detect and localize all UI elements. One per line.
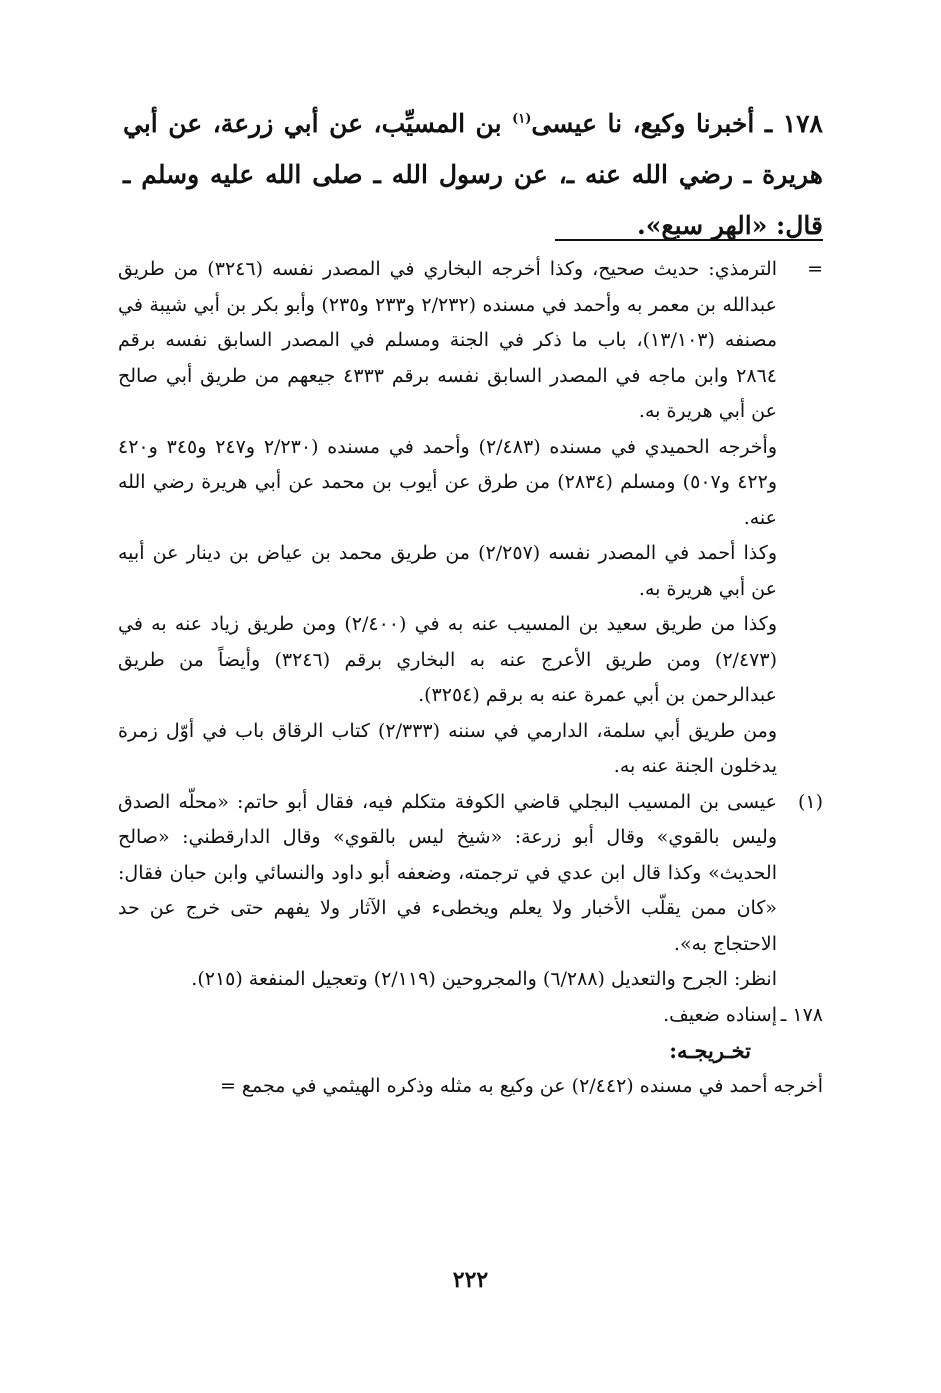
grading-note: [118, 998, 823, 1034]
continuation-marker: =: [807, 258, 823, 280]
footnote-1-marker: (١): [797, 790, 823, 813]
note-paragraph: وكذا أحمد في المصدر نفسه (٢/٢٥٧) من طريق محمد بن عياض بن دينار عن أبيه عن أبي هريرة به.: [118, 542, 777, 600]
note-paragraph: عيسى بن المسيب البجلي قاضي الكوفة متكلم فيه، فقال أبو حاتم: «محلّه الصدق وليس بالقوي» وقال أبو زرعة: «شيخ ليس بالقوي» وقال الدارقطني: «صالح الحديث» وكذا قال ابن عدي في ترجمته، وضعفه أبو داود والنسائي وابن حبان فقال: «كان ممن يقلّب الأخبار ولا يعلم ويخطىء في الآثار ولا يفهم حتى خرج عن حد الاحتجاج به».: [118, 790, 777, 955]
note-paragraph: ومن طريق أبي سلمة، الدارمي في سننه (٢/٣٣٣) كتاب الرقاق باب في أوّل زمرة يدخلون الجنة عنه به.: [118, 719, 777, 777]
footnote-1: [118, 785, 823, 998]
note-paragraph: وأخرجه الحميدي في مسنده (٢/٤٨٣) وأحمد في مسنده (٢/٢٣٠ و٢٤٧ و٣٤٥ و٤٢٠ و٤٢٢ و٥٠٧) ومسلم (٢٨٣٤) من طرق عن أيوب بن محمد عن أبي هريرة رضي الله عنه.: [118, 435, 778, 529]
footnote-divider: [555, 239, 823, 241]
hadith-opening: ١٧٨ ـ أخبرنا وكيع، نا عيسى: [531, 109, 823, 138]
footnote-reference[interactable]: (١): [512, 111, 532, 127]
note-paragraph: انظر: الجرح والتعديل (٦/٢٨٨) والمجروحين (٢/١١٩) وتعجيل المنفعة (٢١٥).: [191, 968, 777, 990]
footnote-1-body: [118, 785, 777, 998]
takhrij-text: أخرجه أحمد في مسنده (٢/٤٤٢) عن وكيع به مثله وذكره الهيثمي في مجمع =: [219, 1074, 823, 1097]
page-number: ٢٢٢: [452, 1267, 489, 1293]
hadith-paragraph: [123, 98, 823, 251]
hadith-text: [123, 98, 823, 251]
grading-text: إسناده ضعيف.: [663, 1003, 777, 1026]
continued-note: [118, 252, 823, 785]
footnotes-section: [118, 252, 823, 1104]
note-paragraph: الترمذي: حديث صحيح، وكذا أخرجه البخاري في المصدر نفسه (٣٢٤٦) من طريق عبدالله بن معمر به وأحمد في مسنده (٢/٢٣٢ و٢٣٣ و٢٣٥) وأبو بكر بن أبي شيبة في مصنفه (١٣/١٠٣)، باب ما ذكر في الجنة ومسلم في المصدر السابق نفسه برقم ٢٨٦٤ وابن ماجه في المصدر السابق نفسه برقم ٤٣٣٣ جيعهم من طريق أبي صالح عن أبي هريرة به.: [118, 258, 777, 422]
continued-note-body: [118, 252, 777, 785]
hadith-continuation: بن المسيِّب، عن أبي زرعة، عن أبي هريرة ـ رضي الله عنه ـ، عن رسول الله ـ صلى الله عليه وسلم ـ قال: «الهر سبع».: [123, 109, 823, 240]
note-paragraph: وكذا من طريق سعيد بن المسيب عنه به في (٢/٤٠٠) ومن طريق زياد عنه به في (٢/٤٧٣) ومن طريق الأعرج عنه به البخاري برقم (٣٢٤٦) وأيضاً من طريق عبدالرحمن بن أبي عمرة عنه به برقم (٣٢٥٤).: [118, 613, 777, 706]
takhrij-heading: تخـريجـه:: [669, 1038, 751, 1063]
grading-marker: ١٧٨ ـ: [780, 1003, 823, 1026]
